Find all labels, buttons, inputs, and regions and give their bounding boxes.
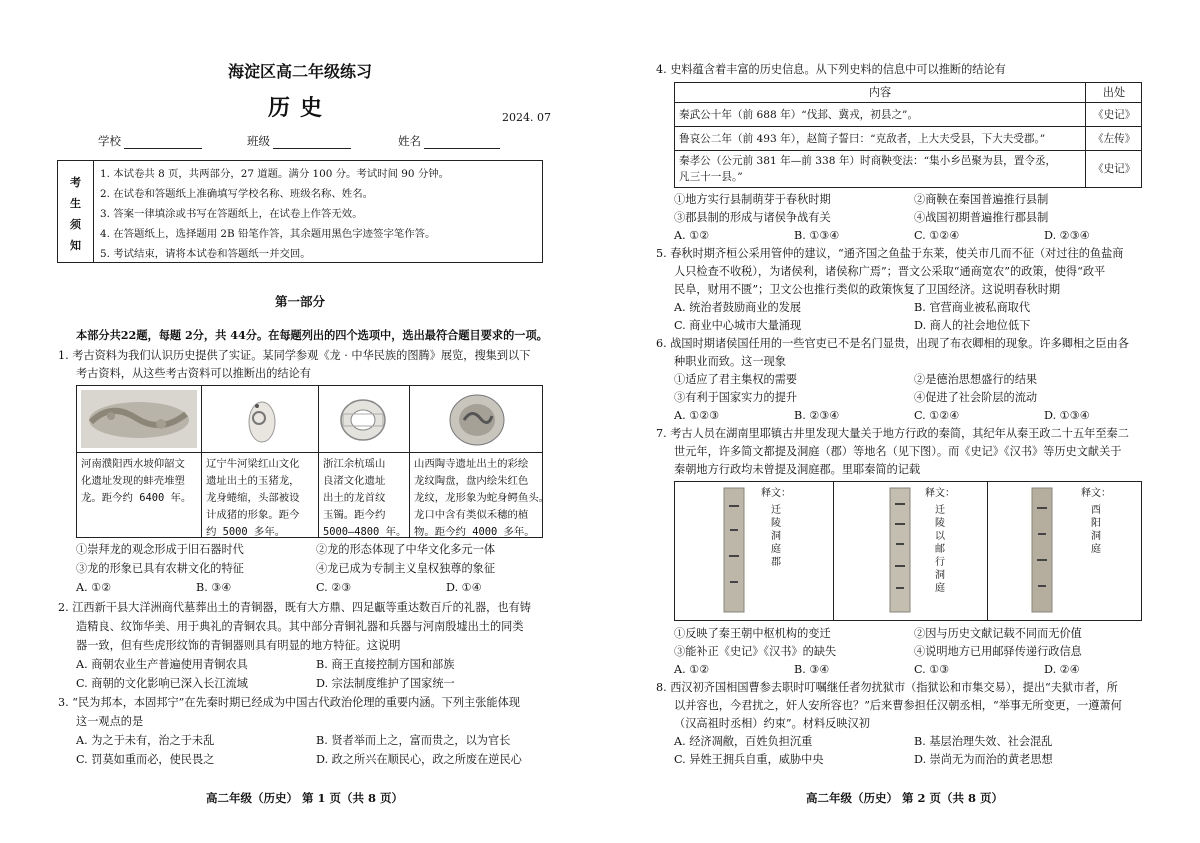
q6-statement: ①适应了君主集权的需要 [674, 373, 798, 386]
q7-stem: 秦朝地方行政均未曾提及洞庭郡。里耶秦简的记载 [674, 463, 921, 476]
q1-option-b[interactable]: B. ③④ [196, 581, 232, 594]
name-field-label: 姓名 [398, 134, 421, 148]
q6-statement: ④促进了社会阶层的流动 [914, 391, 1038, 404]
q6-statement: ③有利于国家实力的提升 [674, 391, 798, 404]
q6-option-d[interactable]: D. ①③④ [1044, 409, 1090, 422]
table-cell-content: 秦武公十年（前 688 年）“伐邽、冀戎，初县之”。 [679, 109, 919, 121]
q1-stem: 考古资料，从这些考古资料可以推断出的结论有 [76, 367, 311, 380]
q5-option-d[interactable]: D. 商人的社会地位低下 [914, 319, 1031, 332]
exam-title: 海淀区高二年级练习 [227, 62, 372, 81]
notice-heading-char: 考 [70, 176, 81, 189]
q1-statement: ④龙已成为专制主义皇权独尊的象征 [316, 562, 496, 575]
q5-option-b[interactable]: B. 官营商业被私商取代 [914, 301, 1031, 314]
q3-option-b[interactable]: B. 贤者举而上之，富而贵之，以为官长 [316, 734, 511, 747]
q8-option-d[interactable]: D. 崇尚无为而治的黄老思想 [914, 753, 1053, 766]
q8-option-c[interactable]: C. 异姓王拥兵自重，威胁中央 [674, 753, 824, 766]
q2-stem: 器一致，但有些虎形纹饰的青铜器则具有明显的地方特征。这说明 [76, 639, 401, 652]
q3-option-d[interactable]: D. 政之所兴在顺民心，政之所废在逆民心 [316, 753, 522, 766]
name-field-line[interactable] [424, 148, 500, 149]
q5-stem: 人只检查不收税），为诸侯利，诸侯称广焉”；晋文公采取“通商宽农”的政策，使得“政平 [674, 265, 1106, 278]
q1-caption-2: 辽宁牛河梁红山文化 遗址出土的玉猪龙， 龙身蜷缩，头部被设 计成猪的形象。距今 约 5000 多年。 [206, 458, 300, 538]
bamboo-slip-image [723, 486, 745, 614]
shell-dragon-image [81, 390, 197, 448]
q2-option-b[interactable]: B. 商王直接控制方国和部族 [316, 658, 455, 671]
table-header-source: 出处 [1102, 86, 1126, 99]
table-header-content: 内容 [868, 86, 892, 99]
exam-notice-box [57, 160, 543, 263]
q8-stem: 以并容也，今君扰之，奸人安所容也？”后来曹参担任汉朝丞相，“举事无所变更，一遵萧何 [674, 699, 1122, 712]
notice-item: 2. 在试卷和答题纸上准确填写学校名称、班级名称、姓名。 [100, 188, 373, 200]
q6-option-b[interactable]: B. ②③④ [794, 409, 840, 422]
painted-dragon-plate-image [448, 392, 506, 448]
slip-label: 释文： [925, 488, 955, 499]
slip-label: 释文： [1081, 488, 1111, 499]
q2-stem: 造精良、纹饰华美、用于典礼的青铜农具。其中部分青铜礼器和兵器与河南殷墟出土的同类 [76, 620, 524, 633]
table-cell-content: 秦孝公（公元前 381 年—前 338 年）时商鞅变法：“集小乡邑聚为县，置令丞， [679, 155, 1057, 167]
q7-stem: 世元年，许多简文都提及洞庭（郡）等地名（见下图）。而《史记》《汉书》等历史文献关于 [674, 445, 1122, 458]
table-cell-content: 凡三十一县。” [679, 171, 743, 183]
q5-option-c[interactable]: C. 商业中心城市大量涌现 [674, 319, 802, 332]
q4-stem: 4. 史料蕴含着丰富的历史信息。从下列史料的信息中可以推断的结论有 [656, 63, 1006, 76]
notice-item: 4. 在答题纸上，选择题用 2B 铅笔作答，其余题用黑色字迹签字笔作答。 [100, 228, 436, 240]
jade-pig-dragon-image [245, 394, 279, 446]
notice-heading-char: 知 [70, 239, 81, 252]
q1-statement: ①崇拜龙的观念形成于旧石器时代 [76, 543, 244, 556]
q7-statement: ①反映了秦王朝中枢机构的变迁 [674, 627, 831, 640]
q2-option-c[interactable]: C. 商朝的文化影响已深入长江流域 [76, 677, 248, 690]
q7-option-a[interactable]: A. ①② [674, 663, 710, 676]
q8-option-b[interactable]: B. 基层治理失效、社会混乱 [914, 735, 1053, 748]
q1-statement: ②龙的形态体现了中华文化多元一体 [316, 543, 496, 556]
q7-option-b[interactable]: B. ③④ [794, 663, 830, 676]
q8-stem: 8. 西汉初齐国相国曹参去职时叮嘱继任者勿扰狱市（指狱讼和市集交易），提出“夫狱市者，所 [656, 681, 1118, 694]
exam-page-2 [600, 0, 1200, 843]
page-footer: 高二年级（历史） 第 2 页（共 8 页） [806, 791, 1004, 805]
table-cell-source: 《史记》 [1093, 109, 1136, 121]
q4-statement: ①地方实行县制萌芽于春秋时期 [674, 193, 831, 206]
slip-text: 迁陵以邮行洞庭 [935, 505, 945, 594]
slip-text: 酉阳洞庭 [1091, 505, 1101, 555]
class-field-line[interactable] [273, 148, 351, 149]
q6-statement: ②是德治思想盛行的结果 [914, 373, 1038, 386]
q7-option-d[interactable]: D. ②④ [1044, 663, 1080, 676]
q7-stem: 7. 考古人员在湖南里耶镇古井里发现大量关于地方行政的秦简，其纪年从秦王政二十五年至秦二 [656, 427, 1129, 440]
q1-artifact-table [76, 385, 550, 538]
q4-option-a[interactable]: A. ①② [674, 229, 710, 242]
q7-option-c[interactable]: C. ①③ [914, 663, 950, 676]
exam-date: 2024. 07 [502, 111, 551, 124]
notice-heading-char: 生 [70, 197, 81, 210]
table-cell-content: 鲁哀公二年（前 493 年），赵简子誓曰：“克敌者，上大夫受县，下大夫受郡。” [679, 133, 1046, 145]
q6-option-c[interactable]: C. ①②④ [914, 409, 960, 422]
q3-option-a[interactable]: A. 为之于未有，治之于未乱 [76, 734, 215, 747]
jade-bracelet-image [337, 396, 389, 444]
q4-option-d[interactable]: D. ②③④ [1044, 229, 1090, 242]
bamboo-slip-image [889, 486, 911, 614]
subject-title: 历史 [267, 95, 332, 121]
q7-statement: ④说明地方已用邮驿传递行政信息 [914, 645, 1082, 658]
class-field-label: 班级 [247, 134, 270, 148]
slip-label: 释文： [761, 488, 791, 499]
notice-item: 3. 答案一律填涂或书写在答题纸上，在试卷上作答无效。 [100, 208, 363, 220]
q8-stem: （汉高祖时丞相）约束”。材料反映汉初 [674, 717, 870, 730]
table-cell-source: 《左传》 [1093, 133, 1136, 145]
q6-stem: 6. 战国时期诸侯国任用的一些官吏已不是名门显贵，出现了布衣卿相的现象。许多卿相之臣由各 [656, 337, 1129, 350]
school-field-line[interactable] [124, 148, 202, 149]
q2-stem: 2. 江西新干县大洋洲商代墓葬出土的青铜器，既有大方鼎、四足甗等重达数百斤的礼器，也有铸 [58, 601, 531, 614]
q4-option-b[interactable]: B. ①③④ [794, 229, 840, 242]
q5-stem: 民阜，财用不匮”；卫文公也推行类似的政策恢复了卫国经济。这说明春秋时期 [674, 283, 1061, 296]
q1-option-a[interactable]: A. ①② [76, 581, 112, 594]
notice-item: 5. 考试结束，请将本试卷和答题纸一并交回。 [100, 248, 311, 260]
q4-statement: ③郡县制的形成与诸侯争战有关 [674, 211, 831, 224]
q1-option-d[interactable]: D. ①④ [446, 581, 482, 594]
q5-option-a[interactable]: A. 统治者鼓励商业的发展 [674, 301, 802, 314]
q8-option-a[interactable]: A. 经济凋敝，百姓负担沉重 [674, 735, 813, 748]
part-intro: 本部分共22题，每题 2分，共 44分。在每题列出的四个选项中，选出最符合题目要求的一项。 [76, 328, 548, 342]
notice-heading [58, 161, 94, 262]
school-field-label: 学校 [98, 134, 121, 148]
q7-statement: ③能补正《史记》《汉书》的缺失 [674, 645, 837, 658]
part-title: 第一部分 [274, 294, 325, 309]
q4-source-table [674, 82, 1142, 188]
q7-bamboo-slips-figure [674, 481, 1142, 621]
q4-statement: ④战国初期普遍推行郡县制 [914, 211, 1049, 224]
q6-option-a[interactable]: A. ①②③ [674, 409, 720, 422]
page-footer: 高二年级（历史） 第 1 页（共 8 页） [206, 791, 404, 805]
q3-stem: 这一观点的是 [76, 715, 144, 728]
q4-option-c[interactable]: C. ①②④ [914, 229, 960, 242]
q1-caption-1: 河南濮阳西水坡仰韶文 化遗址发现的蚌壳堆塑 龙。距今约 6400 年。 [81, 458, 192, 504]
q5-stem: 5. 春秋时期齐桓公采用管仲的建议，“通齐国之鱼盐于东莱，使关市几而不征（对过往的鱼盐商 [656, 247, 1124, 260]
table-cell-source: 《史记》 [1093, 163, 1136, 175]
q3-stem: 3. “民为邦本，本固邦宁”在先秦时期已经成为中国古代政治伦理的重要内涵。下列主张能体现 [58, 696, 520, 709]
q4-statement: ②商鞅在秦国普遍推行县制 [914, 193, 1049, 206]
q1-caption-4: 山西陶寺遗址出土的彩绘 龙纹陶盘，盘内绘朱红色 龙纹，龙形象为蛇身鳄鱼头。 龙口中含有类似禾穗的植 物。距今约 4000 多年。 [414, 458, 550, 538]
q1-caption-3: 浙江余杭瑶山 良渚文化遗址 出土的龙首纹 玉镯。距今约 5000—4800 年。 [323, 458, 407, 538]
q6-stem: 种职业而致。这一现象 [674, 355, 786, 368]
q2-option-a[interactable]: A. 商朝农业生产普遍使用青铜农具 [76, 658, 248, 671]
bamboo-slip-image [1031, 486, 1053, 614]
q3-option-c[interactable]: C. 罚莫如重而必，使民畏之 [76, 753, 215, 766]
notice-item: 1. 本试卷共 8 页，共两部分，27 道题。满分 100 分。考试时间 90 分钟。 [100, 168, 449, 180]
slip-text: 迁陵洞庭郡 [771, 505, 781, 568]
notice-heading-char: 须 [70, 218, 81, 231]
q7-statement: ②因与历史文献记载不同而无价值 [914, 627, 1082, 640]
q1-stem: 1. 考古资料为我们认识历史提供了实证。某同学参观《龙 · 中华民族的图腾》展览，搜集到以下 [58, 349, 531, 362]
q2-option-d[interactable]: D. 宗法制度维护了国家统一 [316, 677, 455, 690]
q1-option-c[interactable]: C. ②③ [316, 581, 352, 594]
q1-statement: ③龙的形象已具有农耕文化的特征 [76, 562, 244, 575]
